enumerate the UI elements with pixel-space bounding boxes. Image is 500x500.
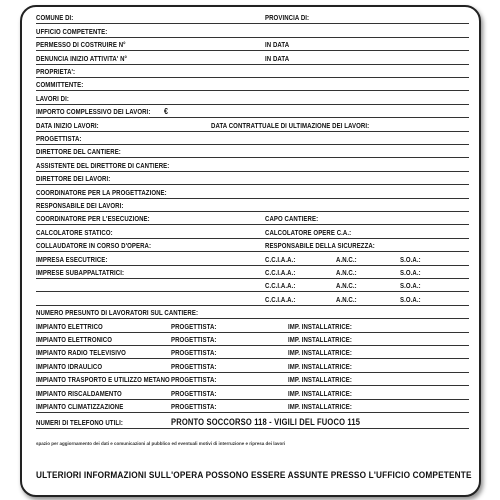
impianto-progettista-label: PROGETTISTA:: [171, 401, 217, 411]
comune-row: [36, 10, 469, 24]
direttore-lavori-row: [36, 171, 469, 185]
data-ultimazione-label: DATA CONTRATTUALE DI ULTIMAZIONE DEI LAVORI:: [211, 120, 370, 130]
cciaa-label: C.C.I.A.A.:: [265, 281, 296, 291]
soa-label: S.O.A.:: [400, 254, 421, 264]
dia-row: [36, 50, 469, 64]
anc-label: A.N.C.:: [336, 281, 357, 291]
assistente-label: ASSISTENTE DEL DIRETTORE DI CANTIERE:: [36, 160, 170, 170]
collaudatore-row: [36, 238, 469, 252]
lavori-label: LAVORI DI:: [36, 93, 69, 103]
impianto-row: [36, 332, 469, 346]
dia-data-label: IN DATA: [265, 53, 290, 63]
data-inizio-label: DATA INIZIO LAVORI:: [36, 120, 99, 130]
impianto-installatrice-label: IMP. INSTALLATRICE:: [288, 348, 352, 358]
direttore-cantiere-row: [36, 144, 469, 158]
coord-progettazione-row: [36, 184, 469, 198]
cciaa-label: C.C.I.A.A.:: [265, 294, 296, 304]
soa-label: S.O.A.:: [400, 267, 421, 277]
cciaa-label: C.C.I.A.A.:: [265, 254, 296, 264]
impianto-progettista-label: PROGETTISTA:: [171, 321, 217, 331]
emergency-numbers: PRONTO SOCCORSO 118 - VIGILI DEL FUOCO 115: [171, 417, 361, 427]
responsabile-lavori-label: RESPONSABILE DEI LAVORI:: [36, 200, 124, 210]
lavori-row: [36, 90, 469, 104]
proprieta-label: PROPRIETA':: [36, 66, 76, 76]
numero-lavoratori-label: NUMERO PRESUNTO DI LAVORATORI SUL CANTIERE:: [36, 308, 199, 318]
euro-symbol: €: [164, 106, 169, 117]
impianto-progettista-label: PROGETTISTA:: [171, 375, 217, 385]
impianto-installatrice-label: IMP. INSTALLATRICE:: [288, 321, 352, 331]
proprieta-row: [36, 64, 469, 78]
assistente-row: [36, 157, 469, 171]
impianto-progettista-label: PROGETTISTA:: [171, 348, 217, 358]
impianto-installatrice-label: IMP. INSTALLATRICE:: [288, 388, 352, 398]
soa-label: S.O.A.:: [400, 281, 421, 291]
impresa-esecutrice-label: IMPRESA ESECUTRICE:: [36, 254, 108, 264]
responsabile-sicurezza-label: RESPONSABILE DELLA SICUREZZA:: [265, 241, 375, 251]
telefono-row: [36, 412, 469, 429]
importo-label: IMPORTO COMPLESSIVO DEI LAVORI:: [36, 107, 151, 117]
impianto-label: IMPIANTO RISCALDAMENTO: [36, 388, 122, 398]
impianto-label: IMPIANTO IDRAULICO: [36, 361, 103, 371]
impianto-progettista-label: PROGETTISTA:: [171, 334, 217, 344]
dia-label: DENUNCIA INIZIO ATTIVITA' N°: [36, 53, 128, 63]
telefono-label: NUMERI DI TELEFONO UTILI:: [36, 418, 123, 427]
anc-label: A.N.C.:: [336, 294, 357, 304]
data-row: [36, 117, 469, 131]
permesso-row: [36, 37, 469, 51]
impianto-label: IMPIANTO ELETTRICO: [36, 321, 103, 331]
capo-cantiere-label: CAPO CANTIERE:: [265, 214, 319, 224]
footer-text: ULTERIORI INFORMAZIONI SULL'OPERA POSSONO ESSERE ASSUNTE PRESSO L'UFFICIO COMPETENTE: [36, 470, 472, 481]
impianto-row: [36, 318, 469, 332]
imprese-subappaltatrici-row: [36, 265, 469, 279]
numero-lavoratori-row: [36, 305, 469, 319]
coord-esecuzione-row: [36, 211, 469, 225]
comune-label: COMUNE DI:: [36, 13, 74, 23]
impianto-progettista-label: PROGETTISTA:: [171, 388, 217, 398]
importo-row: [36, 104, 469, 118]
impianto-row: [36, 358, 469, 372]
progettista-row: [36, 131, 469, 145]
impianto-installatrice-label: IMP. INSTALLATRICE:: [288, 401, 352, 411]
collaudatore-label: COLLAUDATORE IN CORSO D'OPERA:: [36, 241, 152, 251]
committente-label: COMMITTENTE:: [36, 80, 84, 90]
calcolatore-opere-label: CALCOLATORE OPERE C.A.:: [265, 227, 352, 237]
coord-esecuzione-label: COORDINATORE PER L'ESECUZIONE:: [36, 214, 150, 224]
impianto-label: IMPIANTO CLIMATIZZAZIONE: [36, 401, 124, 411]
impianto-installatrice-label: IMP. INSTALLATRICE:: [288, 361, 352, 371]
impianto-label: IMPIANTO TRASPORTO E UTILIZZO METANO: [36, 375, 170, 385]
provincia-label: PROVINCIA DI:: [265, 13, 310, 23]
impianto-label: IMPIANTO ELETTRONICO: [36, 334, 113, 344]
responsabile-lavori-row: [36, 198, 469, 212]
imprese-subappaltatrici-label: IMPRESE SUBAPPALTATRICI:: [36, 267, 125, 277]
coord-progettazione-label: COORDINATORE PER LA PROGETTAZIONE:: [36, 187, 167, 197]
subappalto-row-2: [36, 278, 469, 292]
soa-label: S.O.A.:: [400, 294, 421, 304]
impianto-row: [36, 399, 469, 413]
impresa-esecutrice-row: [36, 251, 469, 265]
ufficio-label: UFFICIO COMPETENTE:: [36, 26, 108, 36]
anc-label: A.N.C.:: [336, 267, 357, 277]
impianto-row: [36, 372, 469, 386]
direttore-cantiere-label: DIRETTORE DEL CANTIERE:: [36, 147, 121, 157]
impianto-progettista-label: PROGETTISTA:: [171, 361, 217, 371]
construction-site-sign: [20, 5, 481, 497]
cciaa-label: C.C.I.A.A.:: [265, 267, 296, 277]
anc-label: A.N.C.:: [336, 254, 357, 264]
calcolatore-statico-label: CALCOLATORE STATICO:: [36, 227, 113, 237]
ufficio-row: [36, 23, 469, 37]
impianto-row: [36, 345, 469, 359]
calcolatore-row: [36, 224, 469, 238]
update-note: spazio per aggiornamento dei dati e comunicazioni al pubblico ed eventuali motivi di interruzione e ripresa dei lavori: [36, 441, 286, 446]
impianto-row: [36, 385, 469, 399]
subappalto-row-3: [36, 291, 469, 305]
impianto-label: IMPIANTO RADIO TELEVISIVO: [36, 348, 126, 358]
permesso-label: PERMESSO DI COSTRUIRE N°: [36, 40, 126, 50]
impianto-installatrice-label: IMP. INSTALLATRICE:: [288, 334, 352, 344]
committente-row: [36, 77, 469, 91]
permesso-data-label: IN DATA: [265, 40, 290, 50]
progettista-label: PROGETTISTA:: [36, 133, 82, 143]
direttore-lavori-label: DIRETTORE DEI LAVORI:: [36, 174, 111, 184]
impianto-installatrice-label: IMP. INSTALLATRICE:: [288, 375, 352, 385]
